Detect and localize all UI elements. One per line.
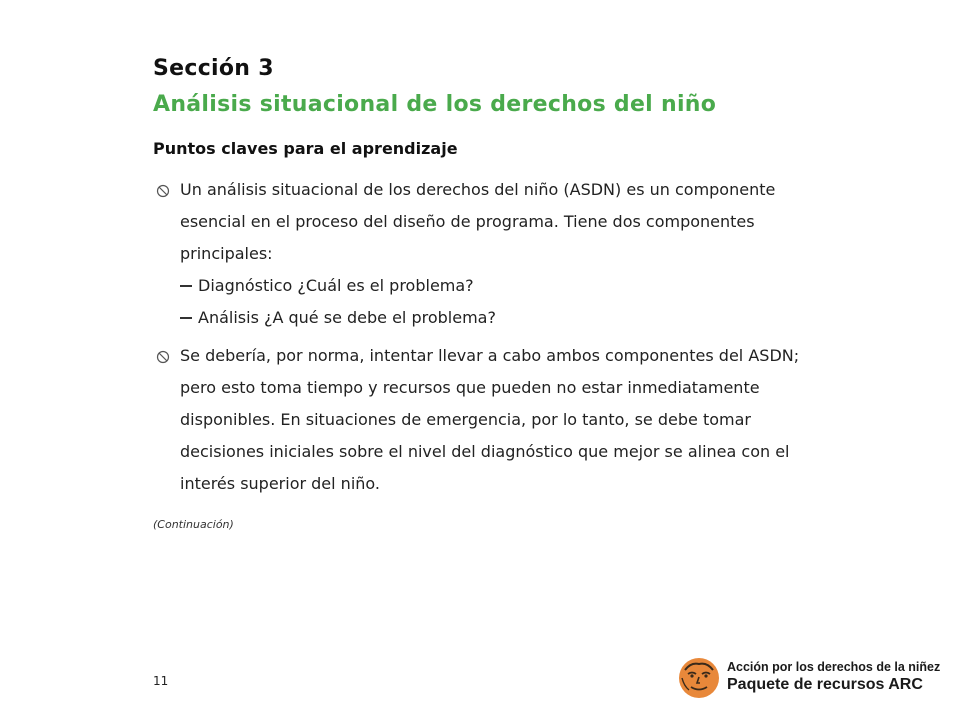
arc-logo [677,656,941,700]
sub-item-text: Análisis ¿A qué se debe el problema? [198,308,496,327]
bullet-line: disponibles. En situaciones de emergencia, por lo tanto, se debe tomar [180,410,751,429]
bullet-line: esencial en el proceso del diseño de programa. Tiene dos componentes [180,212,755,231]
section-subtitle: Análisis situacional de los derechos del niño [153,92,717,117]
dash-icon [180,317,192,319]
no-symbol-bullet-icon [155,183,171,199]
no-symbol-bullet-icon [155,349,171,365]
page-number: 11 [153,674,169,688]
section-title: Sección 3 [153,56,274,81]
bullet-line: pero esto toma tiempo y recursos que pueden no estar inmediatamente [180,378,760,397]
logo-tagline: Acción por los derechos de la niñez [727,660,941,674]
bullet-line: Se debería, por norma, intentar llevar a cabo ambos componentes del ASDN; [180,346,800,365]
key-points-heading: Puntos claves para el aprendizaje [153,139,458,158]
continuation-note: (Continuación) [153,518,234,531]
bullet-content [180,174,893,334]
bullet-line: decisiones iniciales sobre el nivel del diagnóstico que mejor se alinea con el [180,442,790,461]
dash-icon [180,285,192,287]
bullet-content [180,340,893,500]
bullet-item [153,174,893,334]
bullet-item [153,340,893,500]
bullet-line: interés superior del niño. [180,474,380,493]
sub-item [180,302,893,334]
bullet-line: principales: [180,244,273,263]
sub-item-text: Diagnóstico ¿Cuál es el problema? [198,276,474,295]
bullet-line: Un análisis situacional de los derechos del niño (ASDN) es un componente [180,180,776,199]
sub-item [180,270,893,302]
arc-face-logo-icon [677,656,721,700]
logo-title: Paquete de recursos ARC [727,676,923,693]
